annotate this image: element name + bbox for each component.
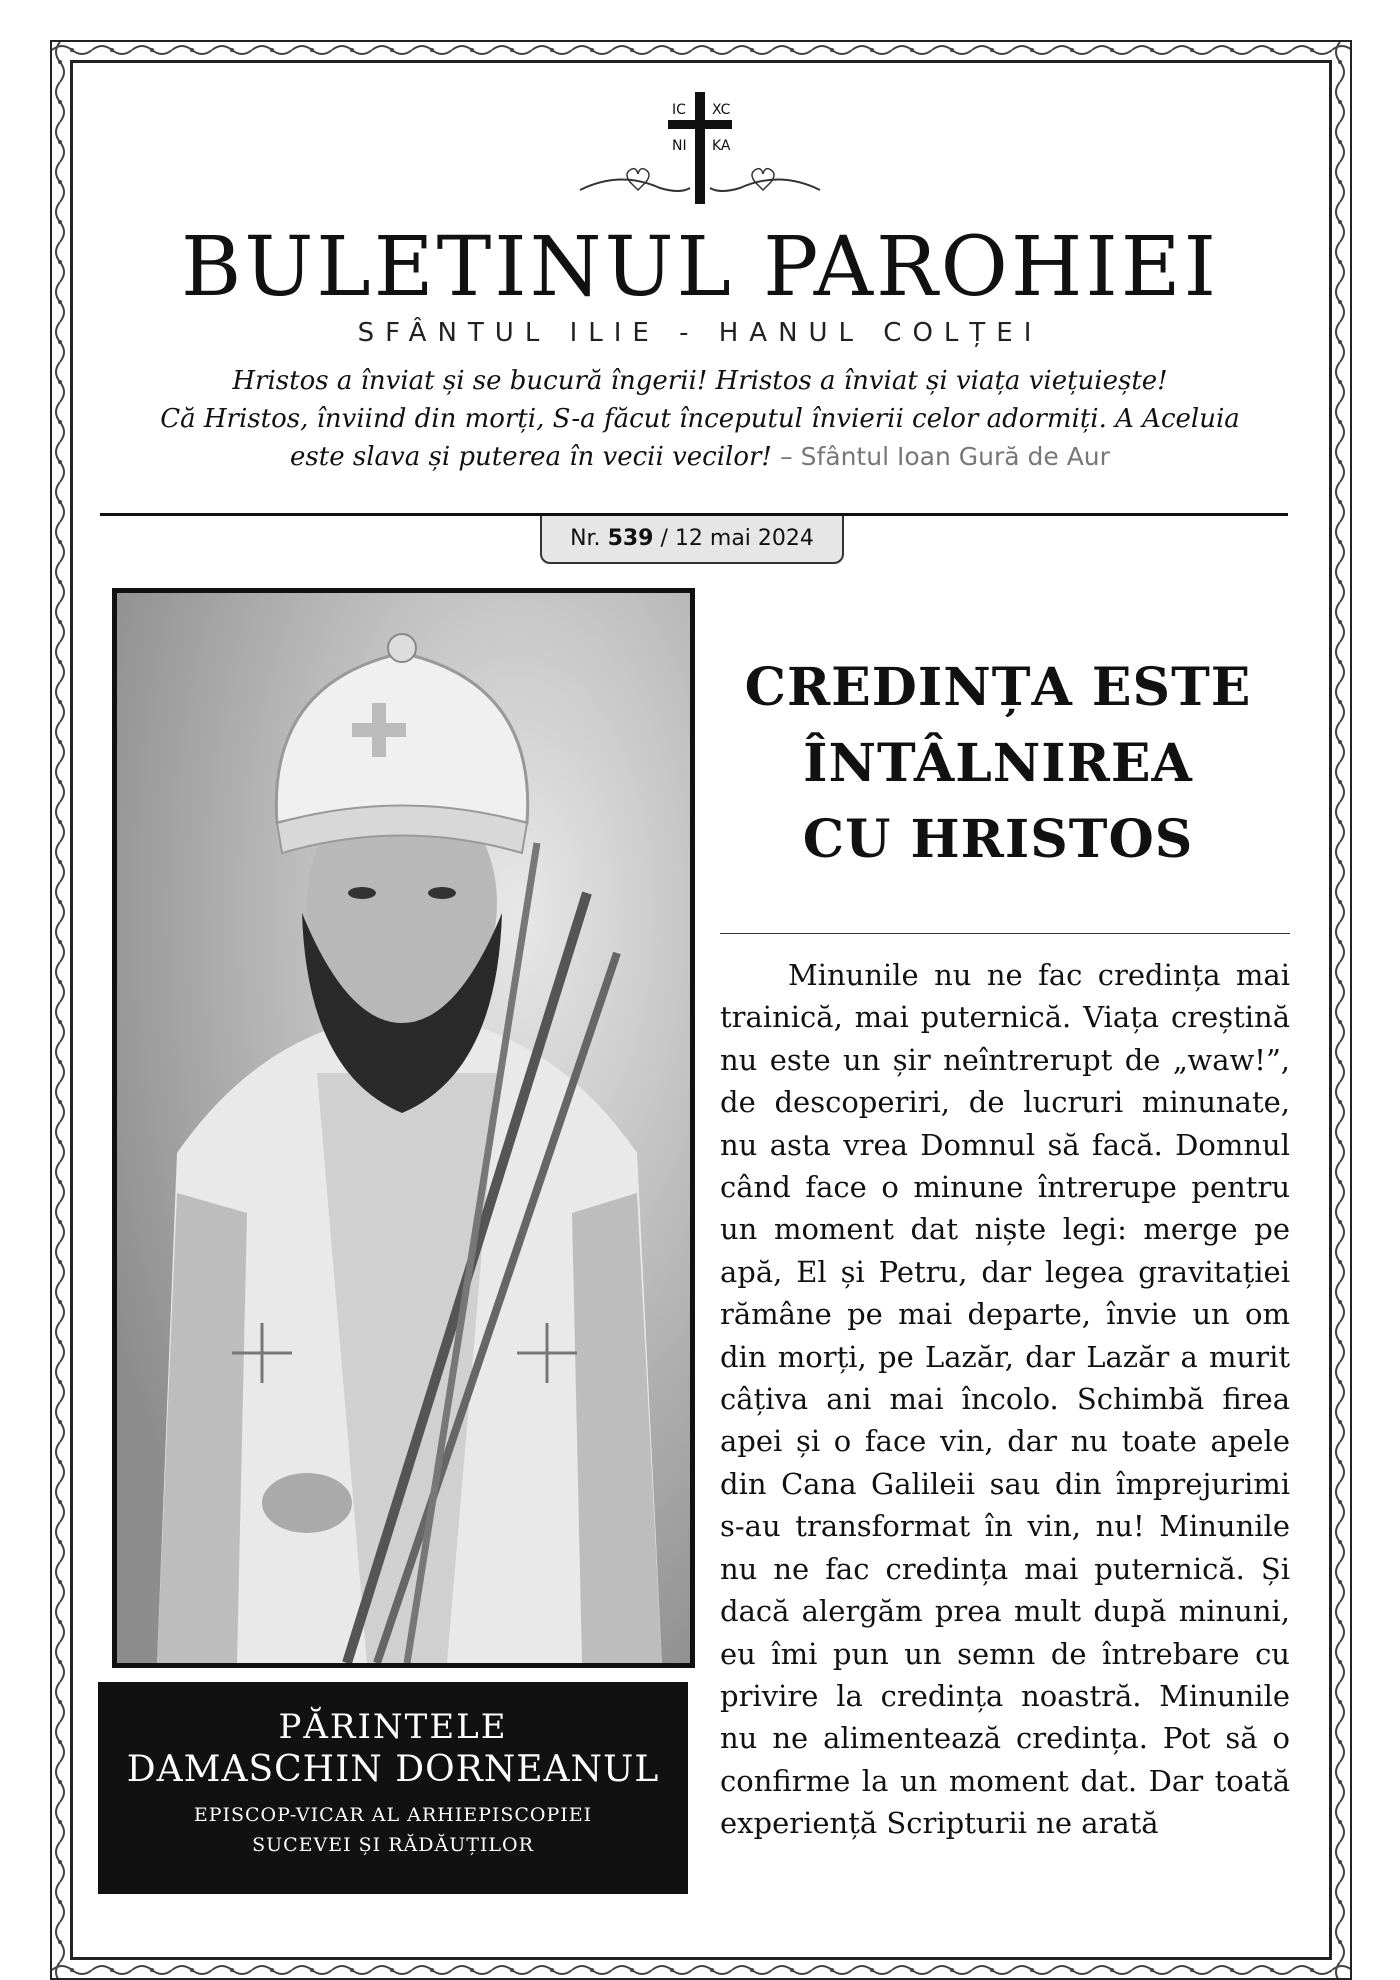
quote-line-3-wrap (120, 438, 1280, 476)
caption-name: DAMASCHIN DORNEANUL (126, 1749, 660, 1790)
caption-role-1: EPISCOP-VICAR AL ARHIEPISCOPIEI (193, 1804, 593, 1826)
quote-line-3: este slava și puterea în vecii vecilor! (290, 442, 772, 472)
issue-badge (540, 516, 844, 564)
bishop-portrait-photo (112, 588, 695, 1668)
article-title-line-2: ÎNTÂLNIREA (803, 733, 1193, 794)
quote-line-1: Hristos a înviat și se bucură îngerii! Hristos a înviat și viața viețuiește! (232, 366, 1168, 396)
article-body: Minunile nu ne fac credința mai trainică, mai puternică. Viața creștină nu este un șir neîntrerupt de „waw!”, de descoperiri, de lucruri minunate, nu asta vrea Domnul să facă. Domnul când face o minune întrerupe pentru un moment dat niște legi: merge pe apă, El și Petru, dar legea gravitației rămâne pe mai departe, învie un om din morți, pe Lazăr, dar Lazăr a murit câțiva ani mai încolo. Schimbă firea apei și o face vin, dar nu toate apele din Cana Galileii sau din împrejurimi s-au transformat în vin, nu! Minunile nu ne fac credința mai puternică. Și dacă alergăm prea mult după minuni, eu îmi pun un semn de întrebare cu privire la credința noastră. Minunile nu ne alimentează credința. Pot să o confirme la un moment dat. Dar toată experiență Scripturii ne arată (720, 958, 1290, 1841)
bulletin-title: BULETINUL PAROHIEI (180, 220, 1220, 315)
emblem-bottom-left: NI (672, 138, 687, 154)
emblem-top-right: XC (712, 102, 731, 118)
issue-date: / 12 mai 2024 (660, 526, 814, 551)
quote-author: – Sfântul Ioan Gură de Aur (780, 442, 1110, 471)
portrait-caption (98, 1682, 688, 1894)
caption-title: PĂRINTELE (278, 1707, 508, 1747)
article-title-line-1: CREDINȚA ESTE (744, 657, 1252, 718)
article-title-line-3: CU HRISTOS (802, 809, 1194, 870)
emblem-top-left: IC (672, 102, 686, 118)
bulletin-subtitle: SFÂNTUL ILIE - HANUL COLȚEI (357, 318, 1043, 348)
orthodox-cross-icon (560, 90, 840, 220)
article-divider (720, 933, 1290, 934)
issue-prefix: Nr. (570, 526, 601, 551)
quote-line-2: Că Hristos, înviind din morți, S-a făcut începutul învierii celor adormiți. A Aceluia (160, 404, 1240, 434)
issue-number: 539 (607, 526, 654, 551)
article-title (718, 650, 1278, 878)
caption-role-2: SUCEVEI ȘI RĂDĂUȚILOR (252, 1834, 534, 1856)
header-quote (120, 362, 1280, 476)
emblem-bottom-right: KA (712, 138, 731, 154)
